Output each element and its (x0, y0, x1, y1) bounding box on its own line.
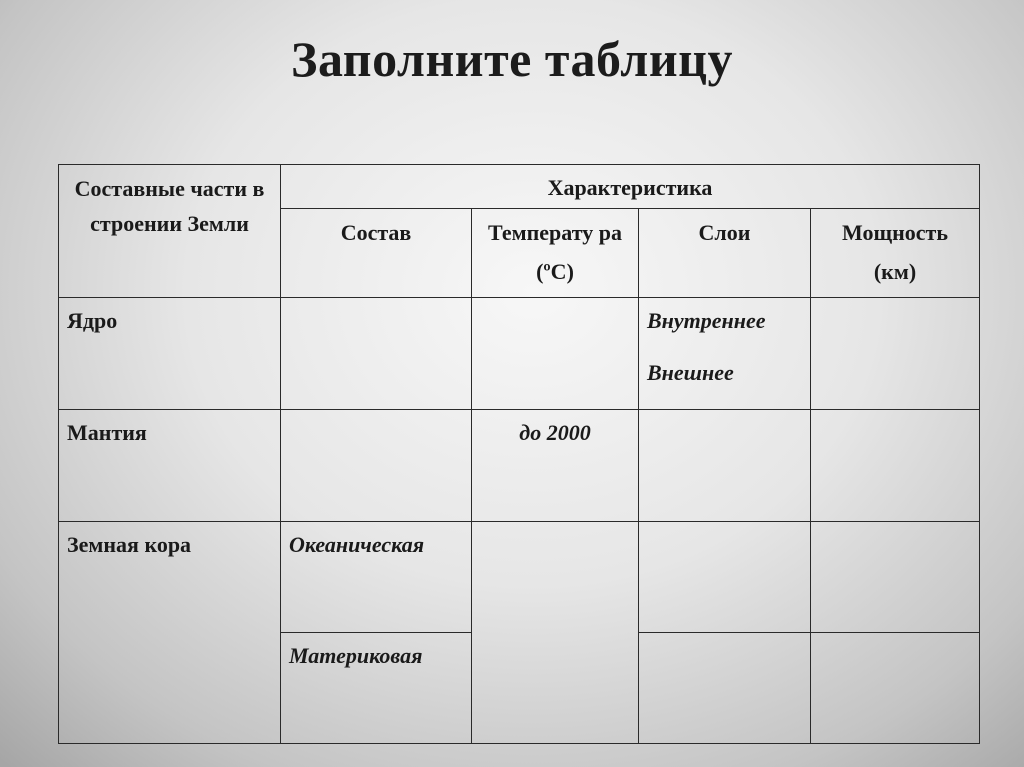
header-layers-cell: Слои (639, 209, 811, 298)
header-parts-cell: Составные части в строении Земли (59, 165, 281, 298)
header-thickness-cell: Мощность (км) (811, 209, 980, 298)
core-layer-inner: Внутреннее (647, 308, 766, 333)
header-temperature-cell: Температу ра (ºС) (472, 209, 639, 298)
core-layers-cell (639, 298, 811, 410)
crust-continental-layers-cell[interactable] (639, 633, 811, 744)
crust-temperature-cell[interactable] (472, 522, 639, 744)
mantle-composition-cell[interactable] (281, 410, 472, 522)
table-row-mantle (59, 410, 980, 522)
slide-title: Заполните таблицу (291, 31, 733, 87)
mantle-layers-cell[interactable] (639, 410, 811, 522)
crust-continental-cell: Материковая (281, 633, 472, 744)
core-temperature-cell[interactable] (472, 298, 639, 410)
crust-oceanic-thickness-cell[interactable] (811, 522, 980, 633)
mantle-thickness-cell[interactable] (811, 410, 980, 522)
crust-continental-thickness-cell[interactable] (811, 633, 980, 744)
header-composition-cell: Состав (281, 209, 472, 298)
row-label-crust: Земная кора (59, 522, 281, 744)
core-composition-cell[interactable] (281, 298, 472, 410)
core-layer-outer: Внешнее (647, 360, 734, 385)
core-thickness-cell[interactable] (811, 298, 980, 410)
row-label-mantle: Мантия (59, 410, 281, 522)
mantle-temperature-cell: до 2000 (472, 410, 639, 522)
earth-structure-table (58, 164, 980, 744)
table-row-crust (59, 522, 980, 633)
crust-oceanic-cell: Океаническая (281, 522, 472, 633)
header-characteristic-cell: Характеристика (281, 165, 980, 209)
row-label-core: Ядро (59, 298, 281, 410)
crust-oceanic-layers-cell[interactable] (639, 522, 811, 633)
table-row-core (59, 298, 980, 410)
